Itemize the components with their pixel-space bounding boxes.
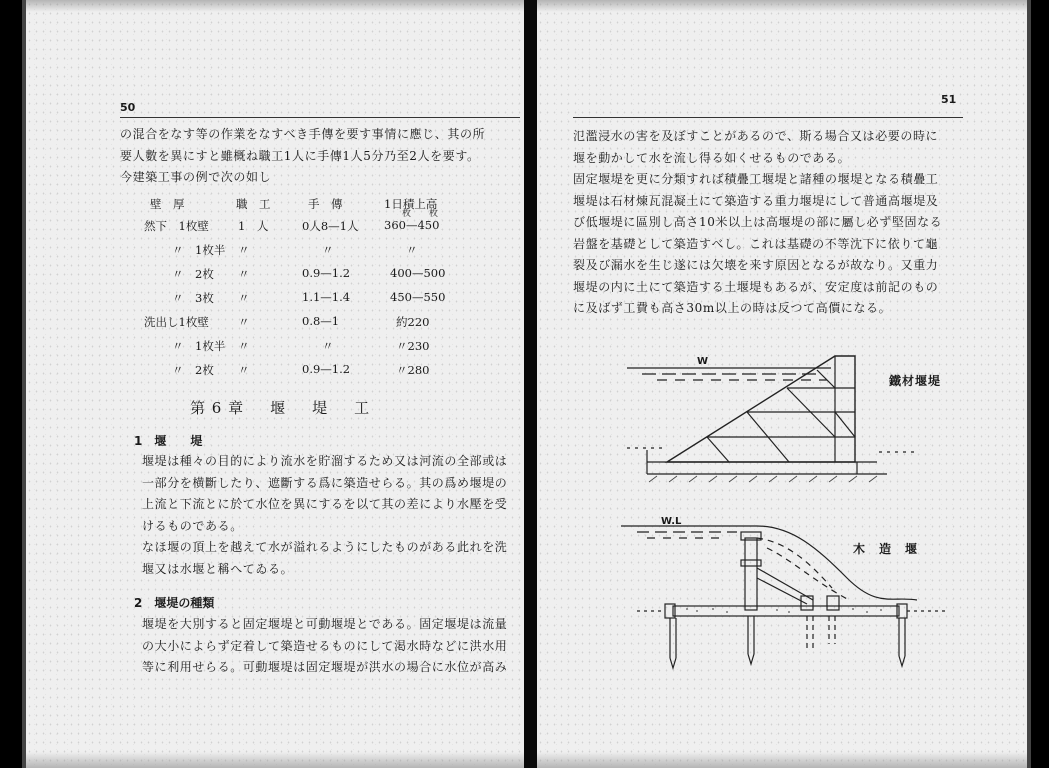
section-heading: 2 堰堤の種類 [134, 596, 215, 610]
text-line: 等に利用せらる。可動堰堤は固定堰堤が洪水の場合に水位が高み [142, 660, 508, 674]
cell-daily: 360—450 [384, 218, 440, 232]
cell-helper: 0.8—1 [302, 314, 340, 328]
text-line: 今建築工事の例で次の如し [120, 170, 272, 184]
section-heading: 1 堰 堤 [134, 434, 203, 448]
cell-helper: 0.9—1.2 [302, 266, 351, 280]
cell-thickness: 〃 1枚半 [172, 243, 226, 257]
timber-weir-figure [617, 508, 997, 678]
text-line: 堰又は水堰と稱へてゐる。 [142, 561, 294, 576]
header-mason: 職 工 [236, 197, 271, 211]
cell-daily: 〃 [406, 243, 418, 257]
cell-mason: 〃 [238, 267, 250, 281]
cell-daily: 約220 [396, 315, 430, 329]
cell-helper: 〃 [322, 243, 334, 257]
text-line: び低堰堤に區別し高さ10米以上は高堰堤の部に屬し必ず堅固なる [573, 215, 943, 229]
text-line: 一部分を横斷したり、遮斷する爲に築造せらる。其の爲め堰堤の [142, 475, 508, 490]
cell-thickness: 〃 2枚 [172, 363, 214, 377]
cell-daily: 450—550 [390, 290, 446, 304]
section1-paragraph [142, 451, 507, 580]
header-unit: 枚 枚 [402, 209, 439, 219]
page-edge-top [26, 0, 528, 12]
header-thickness: 壁 厚 [150, 197, 185, 211]
text-line: 堰を動かして水を流し得る如くせるものである。 [573, 150, 851, 165]
header-helper: 手 傳 [308, 197, 343, 211]
chapter-title-char: 工 [354, 399, 371, 417]
cell-thickness: 〃 3枚 [172, 291, 214, 305]
right-page [537, 0, 1031, 768]
cell-helper: 1.1—1.4 [302, 290, 351, 304]
text-line: に及ばず工費も高さ30m以上の時は反つて高價になる。 [573, 301, 892, 315]
left-page [22, 0, 528, 768]
header-rule [573, 117, 963, 118]
chapter-number: 第 6 章 [190, 399, 245, 417]
chapter-title [190, 397, 370, 418]
cell-thickness: 然下 1枚壁 [144, 219, 209, 233]
cell-mason: 〃 [238, 339, 250, 353]
page-edge-bottom [537, 752, 1027, 768]
page-number: 50 [120, 101, 136, 114]
text-line: なほ堰の頂上を越えて水が溢れるようにしたものがある此れを洗 [142, 540, 508, 554]
water-level-label: W [697, 356, 709, 367]
page-edge-bottom [26, 752, 528, 768]
water-level-label: W.L [661, 516, 682, 527]
figure-caption: 木 造 堰 [853, 542, 919, 556]
cell-daily: 〃230 [396, 339, 430, 353]
cell-mason: 〃 [238, 315, 250, 329]
chapter-title-char: 堤 [312, 399, 329, 417]
cell-thickness: 洗出し1枚壁 [144, 315, 209, 329]
cell-mason: 〃 [238, 291, 250, 305]
text-line: 要人數を異にすと雖概ね職工1人に手傳1人5分乃至2人を要す。 [120, 148, 480, 163]
text-line: の混合をなす等の作業をなすべき手傳を要す事情に應じ、其の所 [120, 127, 486, 141]
intro-paragraph [120, 124, 485, 189]
chapter-title-char: 堰 [270, 399, 287, 417]
cell-helper: 0人8—1人 [302, 219, 359, 233]
text-line: 堰堤は石材煉瓦混凝土にて築造する重力堰堤にして普通高堰堤及 [573, 193, 939, 208]
text-line: 堰堤の内に土にて築造する土堰堤もあるが、安定度は前記のもの [573, 279, 939, 294]
section2-paragraph [142, 614, 507, 679]
cell-helper: 0.9—1.2 [302, 362, 351, 376]
cell-mason: 〃 [238, 363, 250, 377]
book-gutter [524, 0, 537, 768]
text-line: 氾濫浸水の害を及ぼすことがあるので、斯る場合又は必要の時に [573, 129, 939, 143]
text-line: 堰堤を大別すると固定堰堤と可動堰堤とである。固定堰堤は流量 [142, 617, 508, 631]
cell-mason: 1 人 [238, 219, 269, 233]
cell-mason: 〃 [238, 243, 250, 257]
body-paragraph [573, 126, 942, 320]
text-line: 固定堰堤を更に分類すれば積疊工堰堤と諸種の堰堤となる積疊工 [573, 172, 939, 186]
cell-thickness: 〃 1枚半 [172, 339, 226, 353]
text-line: 堰堤は種々の目的により流水を貯溜するため又は河流の全部或は [142, 454, 508, 468]
text-line: 裂及び漏水を生じ遂には欠壊を来す原因となるが故なり。又重力 [573, 258, 939, 272]
steel-dam-figure [617, 350, 997, 490]
text-line: 岩盤を基礎として築造すべし。これは基礎の不等沈下に依りて龜 [573, 236, 939, 251]
page-edge-top [537, 0, 1027, 12]
figure-caption: 鐵材堰堤 [889, 374, 942, 388]
text-line: 上流と下流とに於て水位を異にするを以て其の差により水壓を受 [142, 497, 508, 511]
timber-weir-diagram [617, 508, 997, 678]
steel-dam-diagram [617, 350, 997, 490]
cell-thickness: 〃 2枚 [172, 267, 214, 281]
header-rule [120, 117, 520, 118]
cell-daily: 400—500 [390, 266, 446, 280]
text-line: けるものである。 [142, 518, 243, 533]
header-daily: 1日積上高 [384, 197, 438, 211]
cell-daily: 〃280 [396, 363, 430, 377]
page-number: 51 [941, 93, 957, 106]
labor-table [144, 196, 474, 386]
cell-helper: 〃 [322, 339, 334, 353]
text-line: の大小によらず定着して築造せるものにして渇水時などに洪水用 [142, 638, 508, 653]
